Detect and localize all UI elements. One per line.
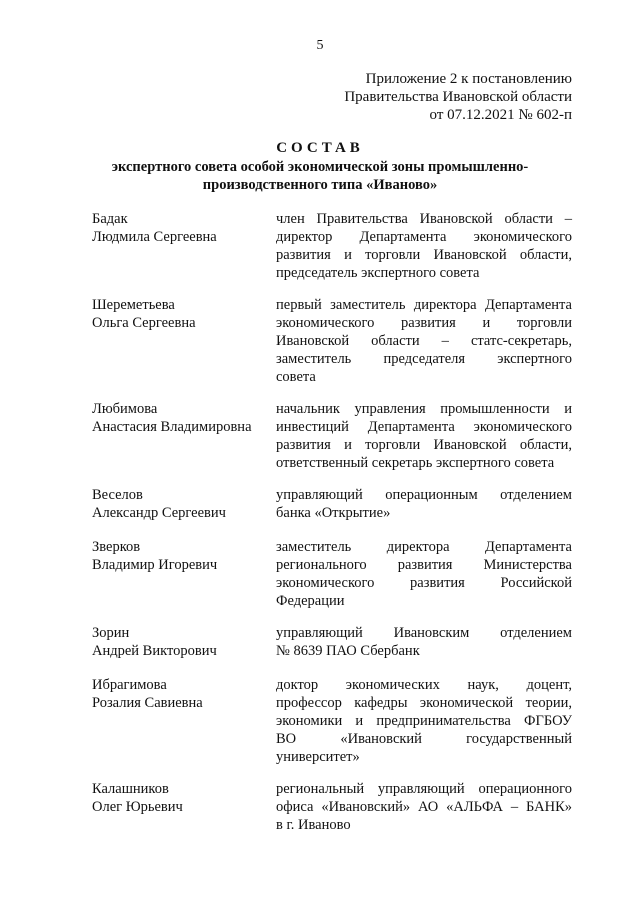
role-word: Федерации [276,593,345,609]
role-word: председатель экспертного совета [276,265,480,281]
member-name [92,486,272,522]
member-given-names: Владимир Игоревич [92,557,218,573]
role-word: директор [276,229,333,245]
role-word: директора [386,539,450,555]
role-word: государственный [466,731,572,747]
role-word: первый [276,297,322,313]
role-word: развития [397,557,453,573]
role-word: начальник [276,401,340,417]
role-word: экономического [473,229,572,245]
member-surname: Бадак [92,211,128,227]
member-role [276,400,572,472]
role-word: Департамента [484,297,572,313]
role-word: области, [519,247,572,263]
role-word: регионального [276,557,367,573]
role-word: торговли [365,437,421,453]
member-surname: Калашников [92,781,169,797]
role-word: – [510,799,519,815]
role-line [276,246,572,264]
role-word: и [344,247,352,263]
member-role [276,624,572,660]
role-word: региональный [276,781,365,797]
role-word: и [564,401,572,417]
member-given-names: Олег Юрьевич [92,799,183,815]
role-word: ответственный секретарь экспертного совета [276,455,555,471]
role-word: университет» [276,749,360,765]
role-line [276,712,572,730]
role-word: управления [354,401,426,417]
role-word: экспертного [497,351,572,367]
role-word: заместитель [276,539,352,555]
role-line [276,538,572,556]
role-line [276,694,572,712]
role-line [276,264,572,282]
role-line [276,592,572,610]
role-word: операционным [385,487,478,503]
role-word: БАНК» [526,799,572,815]
role-line [276,730,572,748]
page-number: 5 [316,38,324,53]
role-word: – [564,211,572,227]
role-word: и [482,315,491,331]
member-role [276,296,572,386]
role-word: области [504,211,553,227]
role-line [276,798,572,816]
member-given-names: Розалия Савиевна [92,695,203,711]
role-line [276,350,572,368]
member-name [92,296,272,332]
member-given-names: Ольга Сергеевна [92,315,196,331]
role-word: в г. Иваново [276,817,351,833]
appendix-line: от 07.12.2021 № 602-п [429,107,572,123]
member-name [92,676,272,712]
appendix-line: Приложение 2 к постановлению [365,71,572,87]
member-surname: Веселов [92,487,143,503]
role-word: промышленности [440,401,550,417]
role-word: торговли [516,315,572,331]
role-word: экономического [276,315,375,331]
role-word: Ивановской [433,247,507,263]
role-word: статс-секретарь, [470,333,572,349]
role-line [276,454,572,472]
appendix-header [344,70,572,124]
member-surname: Любимова [92,401,158,417]
subtitle-line: производственного типа «Иваново» [202,177,438,193]
role-word: доцент, [526,677,572,693]
role-word: развития [401,315,456,331]
member-surname: Шереметьева [92,297,175,313]
role-word: «АЛЬФА [446,799,504,815]
role-word: отделением [500,625,572,641]
role-word: предпринимательства [376,713,511,729]
role-word: «Ивановский» [321,799,411,815]
role-word: и [344,437,352,453]
role-word: Российской [500,575,572,591]
role-word: развития [410,575,465,591]
role-line [276,486,572,504]
role-word: АО [418,799,439,815]
role-word: № 8639 ПАО Сбербанк [276,643,420,659]
role-word: доктор [276,677,319,693]
member-name [92,624,272,660]
role-line [276,816,572,834]
role-word: Ивановской [433,437,507,453]
role-word: теории, [525,695,572,711]
role-word: Департамента [359,229,447,245]
role-word: области [371,333,420,349]
role-line [276,210,572,228]
role-line [276,624,572,642]
document-subtitle [0,158,640,194]
role-word: наук, [467,677,499,693]
role-word: управляющий [276,625,363,641]
role-line [276,556,572,574]
role-line [276,574,572,592]
member-role [276,210,572,282]
role-word: директора [413,297,477,313]
member-role [276,486,572,522]
role-word: Департамента [367,419,455,435]
role-word: ФГБОУ [524,713,572,729]
member-name [92,780,272,816]
role-line [276,368,572,386]
role-word: председателя [383,351,466,367]
role-word: экономического [473,419,572,435]
role-word: – [441,333,449,349]
role-word: управляющий [276,487,363,503]
member-role [276,676,572,766]
member-name [92,538,272,574]
role-word: заместитель [330,297,406,313]
role-word: совета [276,369,316,385]
role-word: офиса [276,799,314,815]
role-line [276,748,572,766]
role-word: Ивановской [419,211,493,227]
member-surname: Ибрагимова [92,677,167,693]
role-word: заместитель [276,351,352,367]
role-word: операционного [478,781,572,797]
document-title: СОСТАВ [276,140,364,156]
role-word: банка «Открытие» [276,505,391,521]
role-line [276,676,572,694]
role-word: развития [276,437,331,453]
member-name [92,400,272,436]
role-word: развития [276,247,331,263]
role-word: «Ивановский [340,731,422,747]
member-given-names: Александр Сергеевич [92,505,226,521]
role-word: профессор [276,695,342,711]
role-word: торговли [365,247,421,263]
role-line [276,642,572,660]
role-line [276,296,572,314]
role-word: отделением [500,487,572,503]
subtitle-line: экспертного совета особой экономической зоны промышленно- [111,159,529,175]
role-line [276,332,572,350]
role-word: экономики [276,713,343,729]
role-line [276,504,572,522]
appendix-line: Правительства Ивановской области [344,89,572,105]
role-line [276,418,572,436]
role-word: управляющий [377,781,465,797]
role-line [276,314,572,332]
member-given-names: Андрей Викторович [92,643,217,659]
role-word: и [355,713,364,729]
role-word: Ивановским [393,625,470,641]
role-word: кафедры [354,695,408,711]
member-given-names: Людмила Сергеевна [92,229,217,245]
role-line [276,228,572,246]
role-line [276,400,572,418]
member-name [92,210,272,246]
member-role [276,780,572,834]
role-word: Министерства [483,557,572,573]
role-word: ВО [276,731,297,747]
role-word: Департамента [484,539,572,555]
role-word: экономического [276,575,375,591]
member-surname: Зорин [92,625,130,641]
role-word: инвестиций [276,419,349,435]
member-surname: Зверков [92,539,141,555]
role-word: экономической [419,695,514,711]
role-line [276,780,572,798]
role-word: Ивановской [276,333,350,349]
role-word: Правительства [316,211,408,227]
role-line [276,436,572,454]
role-word: области, [519,437,572,453]
role-word: экономических [345,677,440,693]
member-given-names: Анастасия Владимировна [92,419,252,435]
member-role [276,538,572,610]
role-word: член [276,211,305,227]
